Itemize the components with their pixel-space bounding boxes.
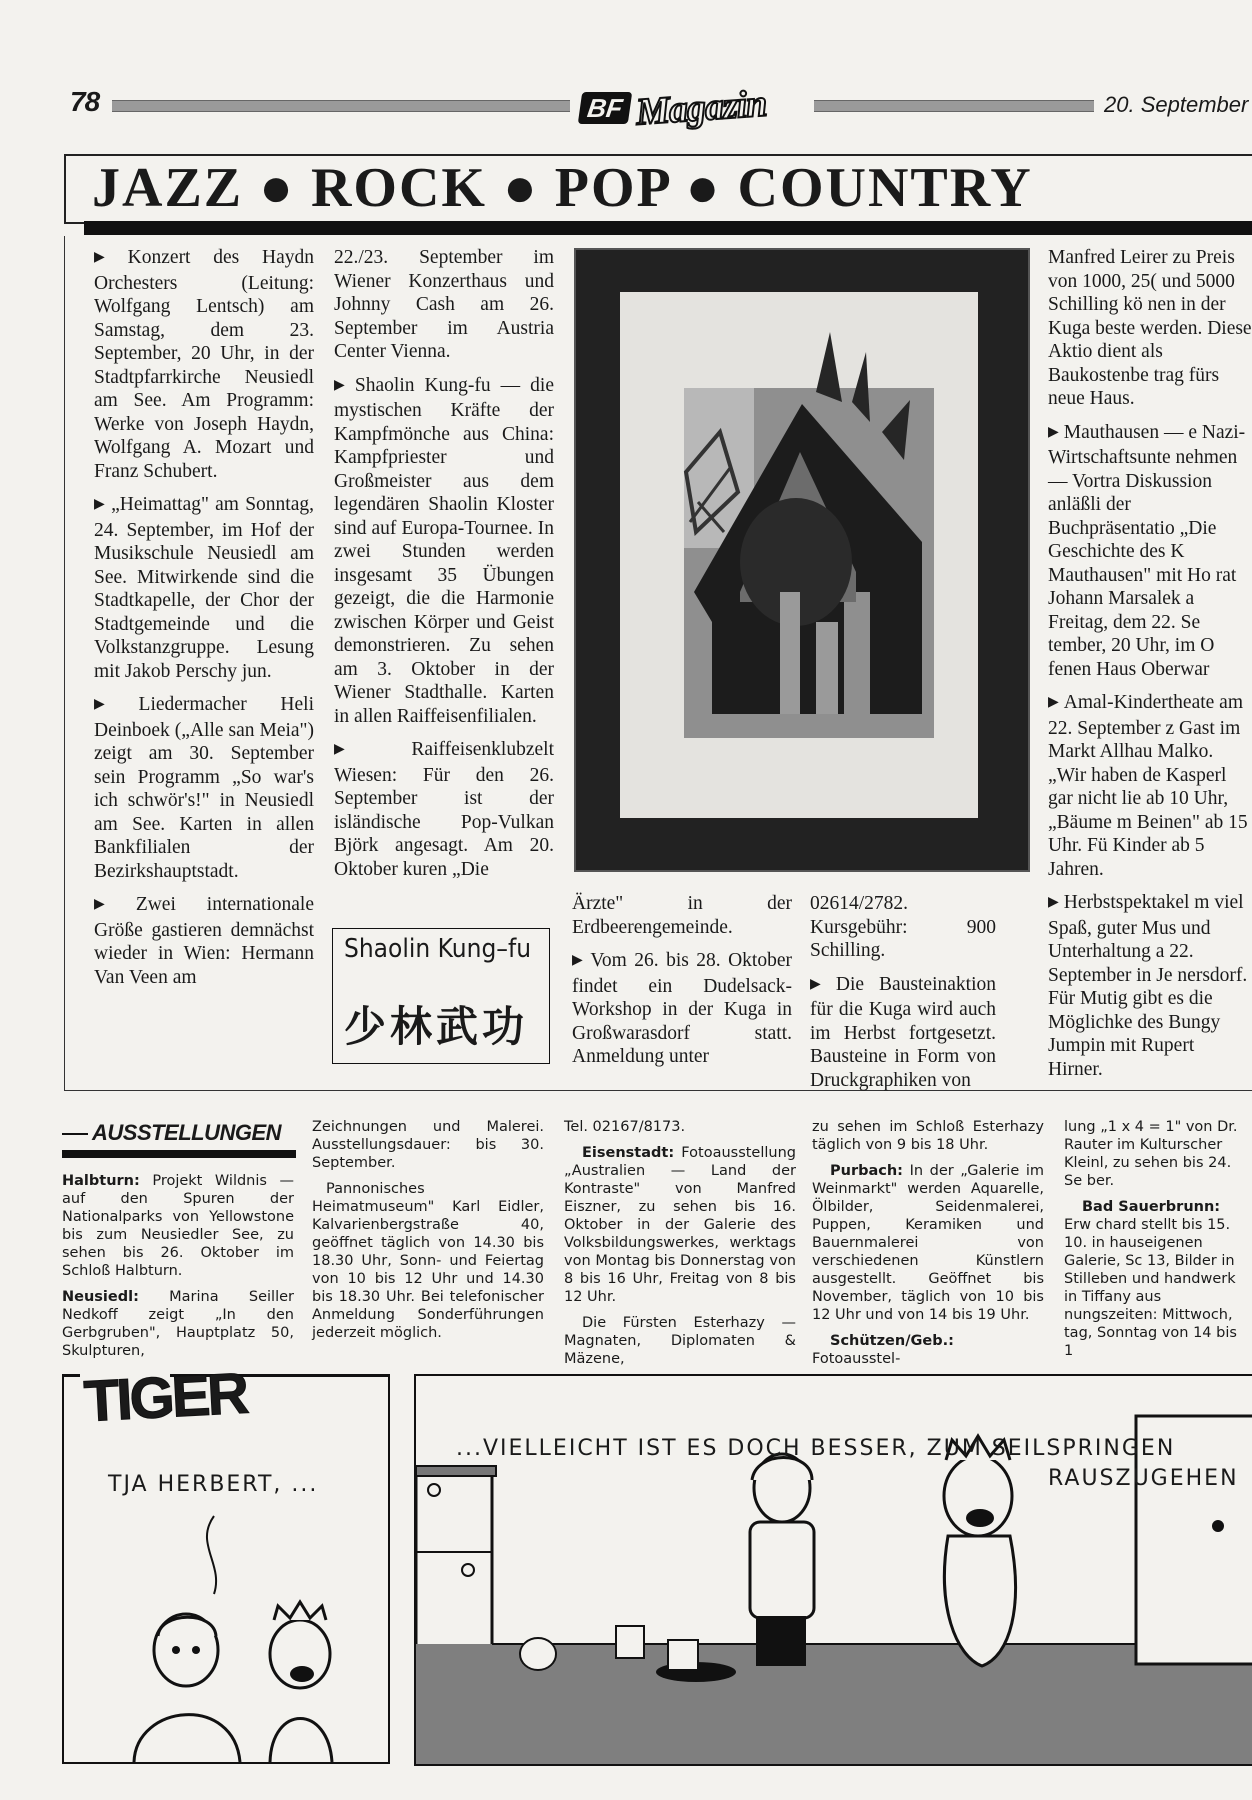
- exhibition-item: Neusiedl: Marina Seiller Nedkoff zeigt „In den Gerbgruben", Hauptplatz 50, Skulpturen,: [62, 1289, 294, 1359]
- header-rule-right: [814, 100, 1094, 112]
- exhibition-item: Tel. 02167/8173.: [564, 1119, 686, 1135]
- bullet-triangle-icon: ▶: [1048, 695, 1059, 710]
- comic-panel-2-drawing: [416, 1376, 1252, 1764]
- article-column-2: [334, 246, 554, 891]
- bullet-triangle-icon: ▶: [94, 497, 107, 512]
- heading-bar: [62, 1150, 296, 1158]
- event-item: ▶ Konzert des Haydn Orchesters (Leitung: Wolfgang Lentsch) am Samstag, dem 23. September, 20 Uhr, in der Stadtpfarrkirche Neusiedl am See. Am Programm: Werke von Joseph Haydn, Wolfgang A. Mozart und Franz Schubert.: [94, 247, 314, 482]
- event-item: 02614/2782. Kursgebühr: 900 Schilling.: [810, 893, 996, 961]
- article-column-5: [1048, 246, 1252, 1091]
- woodcut-photo: [620, 292, 978, 818]
- bullet-triangle-icon: ▶: [94, 250, 123, 265]
- event-item: ▶ „Heimattag" am Sonntag, 24. September, im Hof der Musikschule Neusiedl am See. Mitwirkende sind die Stadtkapelle, der Chor der Stadtgemeinde und die Volkstanzgruppe. Lesung mit Jakob Perschy jun.: [94, 494, 314, 682]
- bullet-triangle-icon: ▶: [94, 697, 134, 712]
- header-rule-left: [112, 100, 570, 112]
- bullet-triangle-icon: ▶: [572, 953, 586, 968]
- issue-date: 20. September: [1104, 92, 1249, 117]
- heading-rule: [62, 1133, 88, 1135]
- logo-bf: BF: [578, 92, 632, 124]
- comic-speech-2-line-2: RAUSZUGEHEN: [1048, 1466, 1239, 1491]
- article-column-4: [810, 892, 996, 1102]
- exhibitions-heading: [62, 1118, 296, 1158]
- exhibitions-column-5: [1064, 1118, 1250, 1368]
- exhibitions-column-4: [812, 1118, 1044, 1376]
- logo-magazin: Magazin: [634, 82, 768, 134]
- exhibition-item: Bad Sauerbrunn: Erw chard stellt bis 15. 10. in hauseigenen Galerie, Sc 13, Bilder in Stilleben und handwerk in Tiffany aus nungszeiten: Mittwoch, tag, Sonntag von 14 bis 1: [1064, 1199, 1237, 1359]
- event-item: ▶ Die Bausteinaktion für die Kuga wird auch im Herbst fortgesetzt. Bausteine in Form von Druckgraphiken von: [810, 973, 996, 1091]
- bullet-triangle-icon: ▶: [1048, 895, 1059, 910]
- article-column-3: [572, 892, 792, 1079]
- shaolin-chinese-characters: 少林武功: [344, 1002, 529, 1051]
- exhibition-item: lung „1 x 4 = 1" von Dr. Rauter im Kulturscher Kleinl, zu sehen bis 24. Se ber.: [1064, 1119, 1238, 1189]
- exhibition-item: Halbturn: Projekt Wildnis — auf den Spuren der Nationalparks von Yellowstone bis zum Neusiedler See, zu sehen bis 26. Oktober im Schloß Halbturn.: [62, 1173, 294, 1279]
- event-item: ▶ Herbstspektakel m viel Spaß, guter Mus und Unterhaltung a 22. September in Je nersdorf. Für Mutig gibt es die Möglichke des Bungy Jumpin mit Rupert Hirner.: [1048, 892, 1248, 1080]
- banner-rule: [84, 221, 1252, 235]
- exhibitions-heading-text: AUSSTELLUNGEN: [92, 1120, 282, 1145]
- comic-speech-1: TJA HERBERT, ...: [108, 1472, 319, 1497]
- bullet-triangle-icon: ▶: [334, 742, 407, 757]
- event-item: Manfred Leirer zu Preis von 1000, 25( und 5000 Schilling kö nen in der Kuga beste werden. Diese Aktio dient als Baukostenbe trag fürs neue Haus.: [1048, 247, 1252, 409]
- page-number: 78: [70, 86, 100, 117]
- event-item: Ärzte" in der Erdbeerengemeinde.: [572, 893, 792, 938]
- woodcut-house-tree-image: [620, 292, 978, 818]
- exhibition-item: Eisenstadt: Fotoausstellung „Australien — Land der Kontraste" von Manfred Eiszner, zu sehen bis 16. Oktober in der Galerie des Volksbildungswerkes, werktags von Montag bis Donnerstag von 8 bis 16 Uhr, Freitag von 8 bis 12 Uhr.: [564, 1145, 796, 1305]
- bullet-triangle-icon: ▶: [1048, 424, 1059, 440]
- event-item: 22./23. September im Wiener Konzerthaus und Johnny Cash am 26. September im Austria Center Vienna.: [334, 247, 554, 362]
- shaolin-ad-title: Shaolin Kung–fu: [344, 934, 532, 964]
- exhibitions-column-1: [62, 1172, 294, 1368]
- comic-panel-2: [414, 1374, 1252, 1766]
- event-item: ▶ Zwei internationale Größe gastieren demnächst wieder in Wien: Hermann Van Veen am: [94, 894, 314, 988]
- comic-panel-1-border: [62, 1374, 80, 1377]
- event-item: ▶ Shaolin Kung-fu — die mystischen Kräfte der Kampfmönche aus China: Kampfpriester und Großmeister aus dem legendären Shaolin Kloster sind auf Europa-Tournee. In zwei Stunden werden insgesamt 35 Übungen gezeigt, die die Harmonie zwischen Körper und Geist demonstrieren. Zu sehen am 3. Oktober in der Wiener Stadthalle. Karten in allen Raiffeisenfilialen.: [334, 374, 554, 727]
- event-item: ▶ Vom 26. bis 28. Oktober findet ein Dudelsack-Workshop in der Kuga in Großwarasdorf statt. Anmeldung unter: [572, 950, 792, 1067]
- exhibitions-column-3: [564, 1118, 796, 1376]
- exhibition-item: Zeichnungen und Malerei. Ausstellungsdauer: bis 30. September.: [312, 1119, 544, 1171]
- event-item: ▶ Mauthausen — e Nazi-Wirtschaftsunte nehmen — Vortra Diskussion anläßli der Buchpräsentatio „Die Geschichte des K Mauthausen" mit Ho rat Johann Marsalek a Freitag, dem 22. Se tember, 20 Uhr, im O fenen Haus Oberwar: [1048, 421, 1246, 680]
- comic-speech-2-line-1: ...VIELLEICHT IST ES DOCH BESSER, ZUM SEILSPRINGEN: [456, 1436, 1176, 1461]
- event-item: ▶ Amal-Kindertheate am 22. September z Gast im Markt Allhau Malko. „Wir haben de Kasperl gar nicht lie ab 10 Uhr, „Bäume m Beinen" ab 15 Uhr. Fü Kinder ab 5 Jahren.: [1048, 692, 1248, 880]
- exhibition-item: Die Fürsten Esterhazy — Magnaten, Diplomaten & Mäzene,: [564, 1315, 796, 1367]
- event-item: ▶ Liedermacher Heli Deinboek („Alle san Meia") zeigt am 30. September sein Programm „So war's ich schwör's!" in Neusiedl am See. Karten in allen Bankfilialen der Bezirkshauptstadt.: [94, 694, 314, 882]
- event-item: ▶ Raiffeisenklubzelt Wiesen: Für den 26. September ist der isländische Pop-Vulkan Björk angesagt. Am 20. Oktober kuren „Die: [334, 739, 554, 880]
- bullet-triangle-icon: ▶: [94, 897, 131, 912]
- magazine-logo: [580, 82, 802, 134]
- section-banner-title: JAZZ ● ROCK ● POP ● COUNTRY: [92, 157, 1033, 219]
- exhibition-item: Pannonisches Heimatmuseum" Karl Eidler, Kalvarienbergstraße 40, geöffnet täglich von 14.30 bis 18.30 Uhr, Sonn- und Feiertag von 10 bis 12 Uhr und 14.30 bis 18.30 Uhr. Bei telefonischer Anmeldung Sonderführungen jederzeit möglich.: [312, 1181, 544, 1341]
- article-column-1: [94, 246, 314, 999]
- comic-title: TIGER: [82, 1360, 248, 1435]
- bullet-triangle-icon: ▶: [810, 976, 831, 992]
- exhibition-item: zu sehen im Schloß Esterhazy täglich von 9 bis 18 Uhr.: [812, 1119, 1044, 1153]
- bullet-triangle-icon: ▶: [334, 377, 350, 393]
- exhibitions-column-2: [312, 1118, 544, 1350]
- exhibition-item: Schützen/Geb.: Fotoausstel-: [812, 1333, 954, 1367]
- exhibition-item: Purbach: In der „Galerie im Weinmarkt" werden Aquarelle, Ölbilder, Seidenmalerei, Puppen, Keramiken und Bauernmalerei von verschiedenen Künstlern ausgestellt. Geöffnet bis November, täglich von 10 bis 12 Uhr und von 14 bis 19 Uhr.: [812, 1163, 1044, 1323]
